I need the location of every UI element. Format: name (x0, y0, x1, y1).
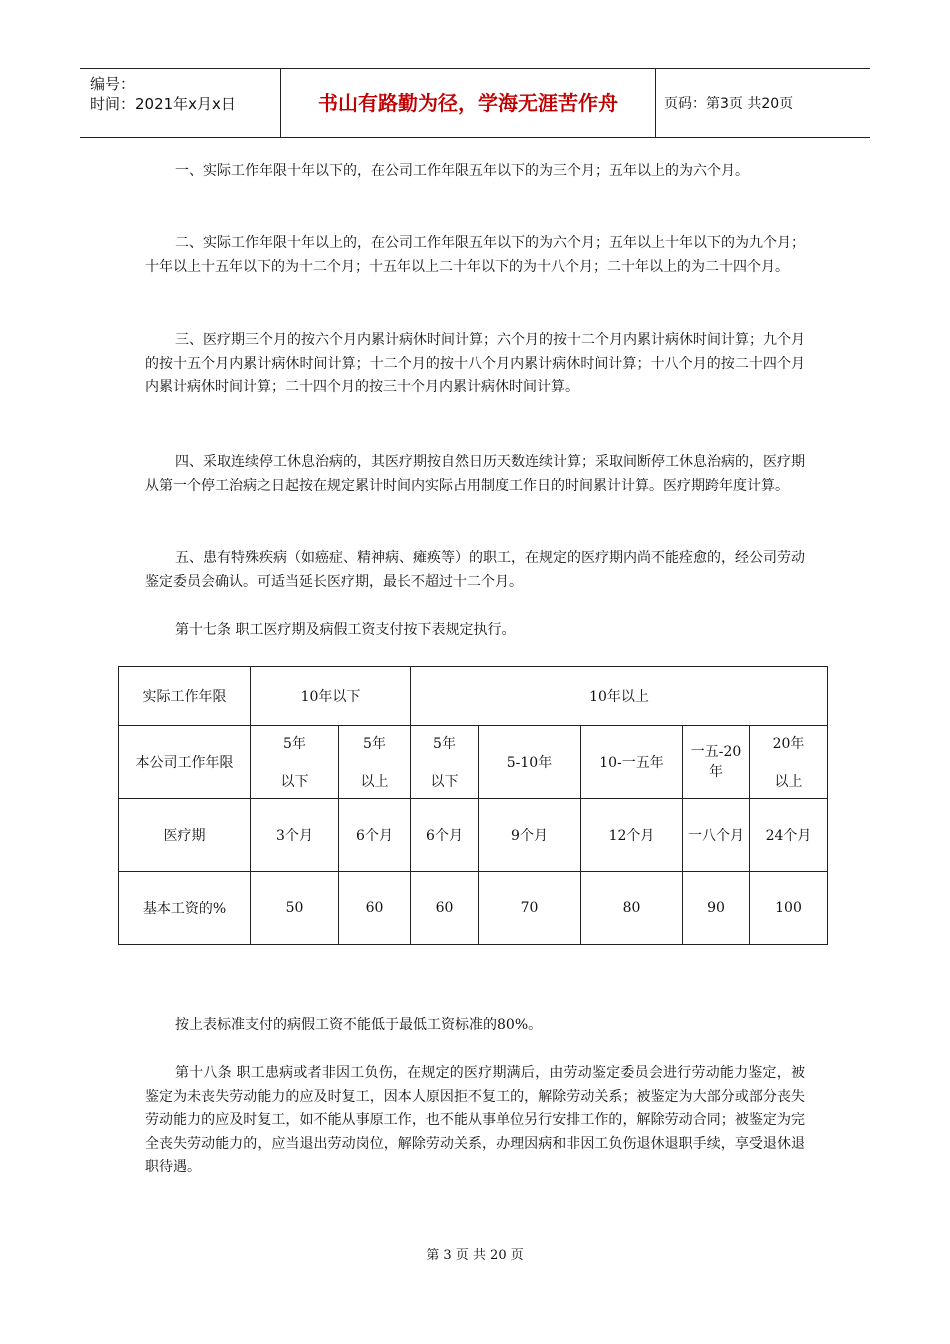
document-date: 时间：2021年x月x日 (90, 95, 236, 113)
cell-top: 一五-20 (690, 744, 742, 760)
article-17: 第十七条 职工医疗期及病假工资支付按下表规定执行。 (175, 622, 516, 638)
table-row (119, 872, 828, 945)
table-cell: 6个月 (339, 799, 411, 872)
table-cell: 50 (251, 872, 339, 945)
cell-top: 5年 (283, 736, 306, 752)
cell-top: 5年 (363, 736, 386, 752)
paragraph-5: 五、患有特殊疾病（如癌症、精神病、瘫痪等）的职工，在规定的医疗期内尚不能痊愈的，经公司劳动鉴定委员会确认。可适当延长医疗期，最长不超过十二个月。 (145, 550, 805, 590)
cell-top: 5年 (433, 736, 456, 752)
cell-bottom: 年 (709, 764, 723, 780)
table-cell: 60 (339, 872, 411, 945)
cell-bottom: 以下 (280, 774, 309, 790)
table-cell (750, 726, 828, 799)
row-label-base-salary-percent: 基本工资的% (119, 872, 251, 945)
article-18: 第十八条 职工患病或者非因工负伤，在规定的医疗期满后，由劳动鉴定委员会进行劳动能力鉴定，被鉴定为未丧失劳动能力的应及时复工，因本人原因拒不复工的，解除劳动关系；被鉴定为大部分或部分丧失劳动能力的应及时复工，如不能从事原工作，也不能从事单位另行安排工作的，解除劳动合同；被鉴定为完全丧失劳动能力的，应当退出劳动岗位，解除劳动关系，办理因病和非因工负伤退休退职手续，享受退休退职待遇。 (145, 1065, 805, 1175)
table-cell: 9个月 (479, 799, 581, 872)
table-cell: 12个月 (581, 799, 683, 872)
cell-bottom: 以下 (430, 774, 459, 790)
header-page-info: 页码：第3页 共20页 (664, 96, 794, 112)
table-cell: 70 (479, 872, 581, 945)
table-cell: 一八个月 (683, 799, 750, 872)
table-row (119, 667, 828, 726)
row-label-medical-period: 医疗期 (119, 799, 251, 872)
document-number-label: 编号： (90, 75, 136, 93)
table-cell: 6个月 (411, 799, 479, 872)
document-header (80, 68, 870, 138)
table-cell: 80 (581, 872, 683, 945)
header-motto: 书山有路勤为径，学海无涯苦作舟 (281, 69, 656, 137)
header-meta (80, 69, 281, 137)
paragraph-2: 二、实际工作年限十年以上的，在公司工作年限五年以下的为六个月；五年以上十年以下的为九个月；十年以上十五年以下的为十二个月；十五年以上二十年以下的为十八个月；二十年以上的为二十四个月。 (145, 235, 805, 275)
table-cell: 60 (411, 872, 479, 945)
cell-bottom: 以上 (360, 774, 389, 790)
table-cell (251, 726, 339, 799)
table-cell: 90 (683, 872, 750, 945)
table-cell: 24个月 (750, 799, 828, 872)
row-label-company-years: 本公司工作年限 (119, 726, 251, 799)
header-over-10-years: 10年以上 (411, 667, 828, 726)
table-row (119, 726, 828, 799)
table-cell (339, 726, 411, 799)
table-cell: 5-10年 (479, 726, 581, 799)
table-cell (683, 726, 750, 799)
paragraph-after-table: 按上表标准支付的病假工资不能低于最低工资标准的80%。 (175, 1017, 543, 1033)
paragraph-3: 三、医疗期三个月的按六个月内累计病休时间计算；六个月的按十二个月内累计病休时间计算；九个月的按十五个月内累计病休时间计算；十二个月的按十八个月内累计病休时间计算；十八个月的按二十四个月内累计病休时间计算；二十四个月的按三十个月内累计病休时间计算。 (145, 332, 805, 395)
table-cell: 3个月 (251, 799, 339, 872)
table-cell (411, 726, 479, 799)
header-under-10-years: 10年以下 (251, 667, 411, 726)
row-label-work-years: 实际工作年限 (119, 667, 251, 726)
paragraph-1: 一、实际工作年限十年以下的，在公司工作年限五年以下的为三个月；五年以上的为六个月。 (175, 163, 749, 179)
table-cell: 100 (750, 872, 828, 945)
page-footer: 第 3 页 共 20 页 (426, 1248, 524, 1263)
table-row (119, 799, 828, 872)
paragraph-4: 四、采取连续停工休息治病的，其医疗期按自然日历天数连续计算；采取间断停工休息治病的，医疗期从第一个停工治病之日起按在规定累计时间内实际占用制度工作日的时间累计计算。医疗期跨年度计算。 (145, 454, 805, 494)
cell-top: 20年 (772, 736, 805, 752)
table-cell: 10-一五年 (581, 726, 683, 799)
sick-leave-table (118, 666, 828, 945)
cell-bottom: 以上 (774, 774, 803, 790)
